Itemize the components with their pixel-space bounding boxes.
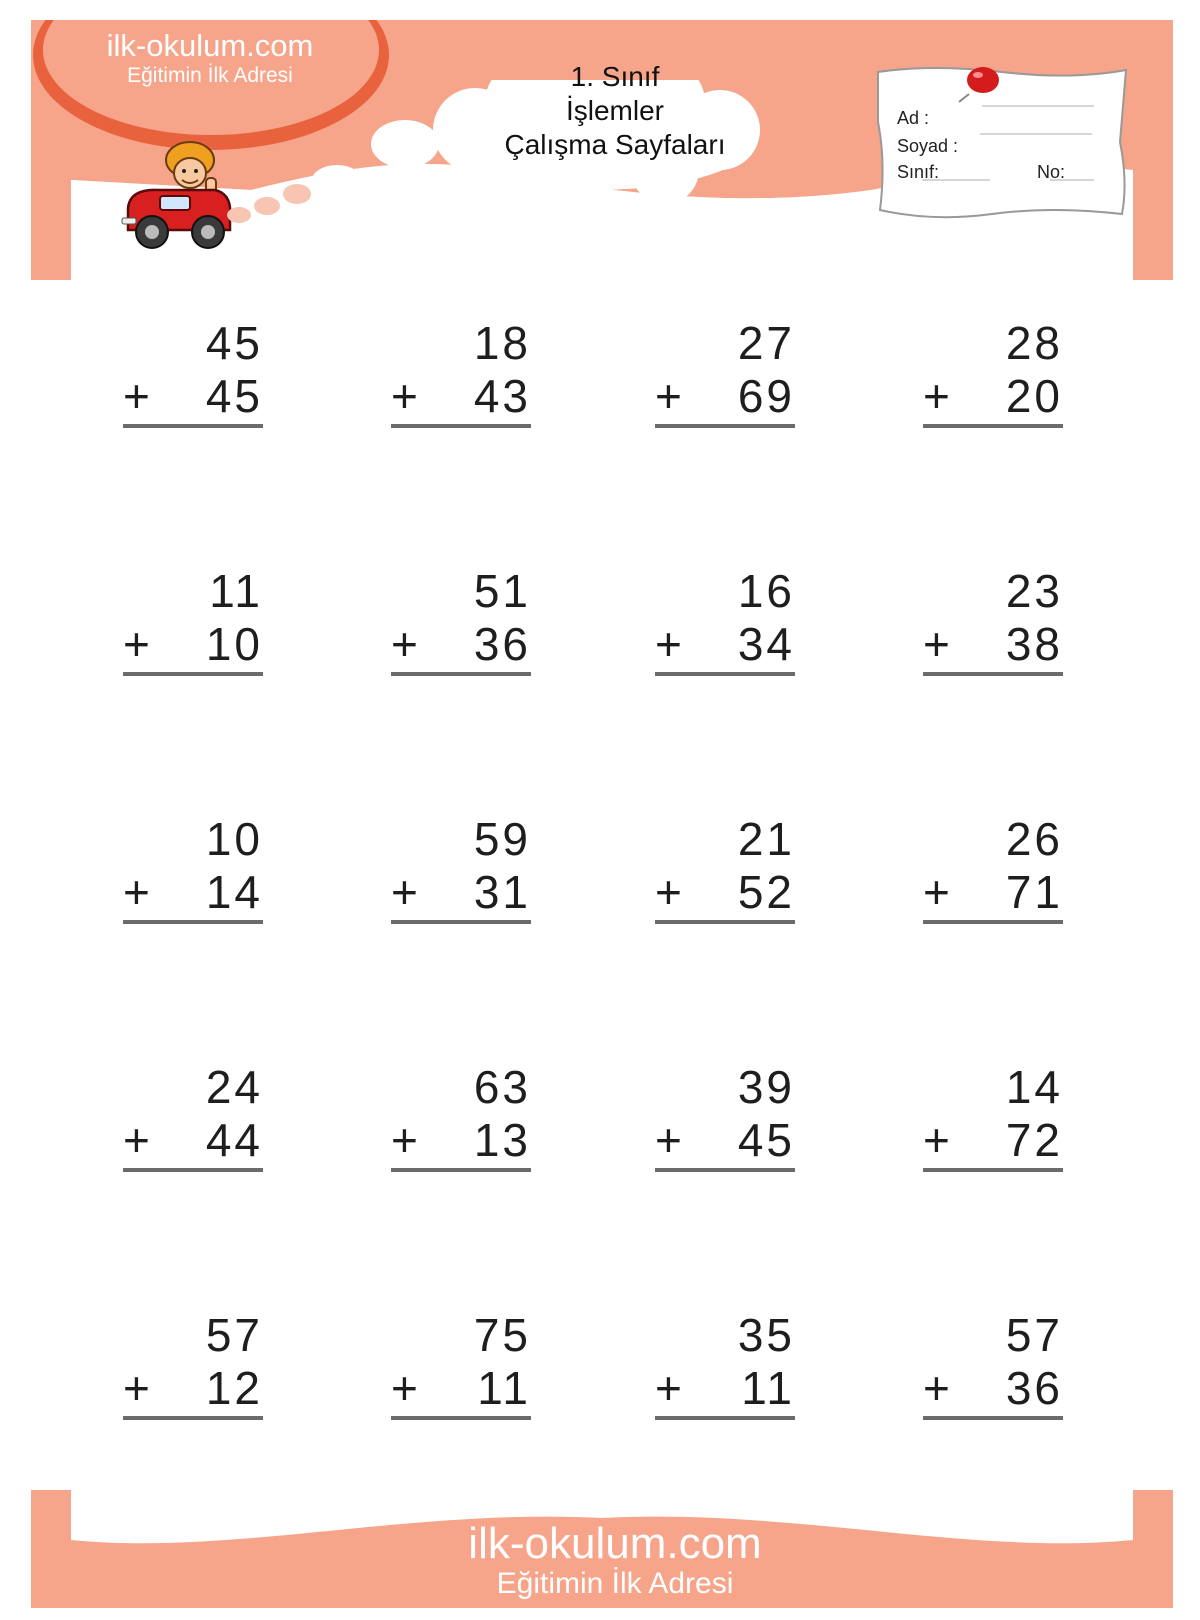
addend-top: 24 [205,1061,263,1113]
addend-bottom: 31 [473,866,531,918]
footer-site-name: ilk-okulum.com [468,1519,762,1568]
addition-problem [923,1310,1063,1420]
car-driver-illustration [120,138,240,256]
name-field-label: Ad : [897,108,930,128]
answer-line [923,672,1063,676]
plus-sign: + [655,866,682,918]
plus-sign: + [391,1114,418,1166]
answer-line [391,424,531,428]
addend-bottom: 36 [1005,1362,1063,1414]
plus-sign: + [655,370,682,422]
addend-bottom: 69 [737,370,795,422]
addend-top: 26 [1005,813,1063,865]
answer-line [391,920,531,924]
addend-top: 14 [1005,1061,1063,1113]
class-field-label: Sınıf: [897,162,940,182]
addition-problem [923,566,1063,676]
number-field-label: No: [1037,162,1066,182]
addend-top: 27 [737,317,795,369]
answer-line [655,424,795,428]
addition-problem [655,1062,795,1172]
answer-line [923,920,1063,924]
answer-line [923,1168,1063,1172]
addend-bottom: 12 [205,1362,263,1414]
addend-top: 28 [1005,317,1063,369]
plus-sign: + [655,1362,682,1414]
addend-bottom: 11 [741,1362,795,1414]
answer-line [123,920,263,924]
addition-problem [655,566,795,676]
title-grade: 1. Sınıf [570,61,660,92]
addend-bottom: 45 [737,1114,795,1166]
surname-field-label: Soyad : [897,136,959,156]
answer-line [391,1168,531,1172]
plus-sign: + [391,618,418,670]
answer-line [655,672,795,676]
plus-sign: + [123,618,150,670]
addition-problem [391,566,531,676]
answer-line [655,1168,795,1172]
addition-problem [123,814,263,924]
addend-bottom: 44 [205,1114,263,1166]
addend-top: 45 [205,317,263,369]
addend-top: 39 [737,1061,795,1113]
answer-line [923,1416,1063,1420]
plus-sign: + [123,1114,150,1166]
addend-top: 57 [205,1309,263,1361]
addend-bottom: 36 [473,618,531,670]
addition-problem [123,1062,263,1172]
plus-sign: + [655,1114,682,1166]
addition-problem [655,814,795,924]
answer-line [123,424,263,428]
title-subject: İşlemler [565,95,664,126]
addend-top: 57 [1005,1309,1063,1361]
plus-sign: + [655,618,682,670]
addend-top: 18 [473,317,531,369]
addition-problem [655,1310,795,1420]
plus-sign: + [923,866,950,918]
header-logo [60,28,360,88]
plus-sign: + [123,866,150,918]
title-worksheets: Çalışma Sayfaları [504,129,726,160]
answer-line [923,424,1063,428]
plus-sign: + [391,370,418,422]
answer-line [655,1416,795,1420]
pushpin-icon [955,64,1007,104]
addition-problem [923,318,1063,428]
addition-problem [391,814,531,924]
plus-sign: + [923,1362,950,1414]
addition-problem [123,566,263,676]
addend-top: 21 [737,813,795,865]
plus-sign: + [923,618,950,670]
addend-bottom: 20 [1005,370,1063,422]
answer-line [391,1416,531,1420]
answer-line [123,1416,263,1420]
addend-top: 10 [205,813,263,865]
logo-site-name: ilk-okulum.com [106,28,314,63]
answer-line [123,1168,263,1172]
plus-sign: + [391,1362,418,1414]
addition-problem [123,318,263,428]
addend-bottom: 11 [477,1362,531,1414]
plus-sign: + [923,370,950,422]
addend-top: 11 [209,565,263,617]
addend-bottom: 13 [473,1114,531,1166]
answer-line [655,920,795,924]
footer-tagline: Eğitimin İlk Adresi [496,1567,734,1600]
addition-problem [123,1310,263,1420]
addend-bottom: 43 [473,370,531,422]
plus-sign: + [123,370,150,422]
addition-problem [391,318,531,428]
answer-line [123,672,263,676]
addend-bottom: 38 [1005,618,1063,670]
logo-tagline: Eğitimin İlk Adresi [127,64,293,87]
addend-top: 35 [737,1309,795,1361]
addend-top: 16 [737,565,795,617]
addend-bottom: 72 [1005,1114,1063,1166]
addend-bottom: 14 [205,866,263,918]
addition-problem [655,318,795,428]
plus-sign: + [123,1362,150,1414]
plus-sign: + [391,866,418,918]
addend-top: 75 [473,1309,531,1361]
addend-bottom: 45 [205,370,263,422]
plus-sign: + [923,1114,950,1166]
answer-line [391,672,531,676]
addition-problem [391,1310,531,1420]
footer-logo [400,1520,830,1600]
addend-bottom: 71 [1005,866,1063,918]
worksheet-title [455,60,775,162]
addend-top: 23 [1005,565,1063,617]
addition-problem [923,814,1063,924]
addend-top: 51 [473,565,531,617]
addition-problem [923,1062,1063,1172]
addend-top: 63 [473,1061,531,1113]
addend-bottom: 52 [737,866,795,918]
addend-top: 59 [473,813,531,865]
addend-bottom: 34 [737,618,795,670]
addition-problem [391,1062,531,1172]
addend-bottom: 10 [205,618,263,670]
